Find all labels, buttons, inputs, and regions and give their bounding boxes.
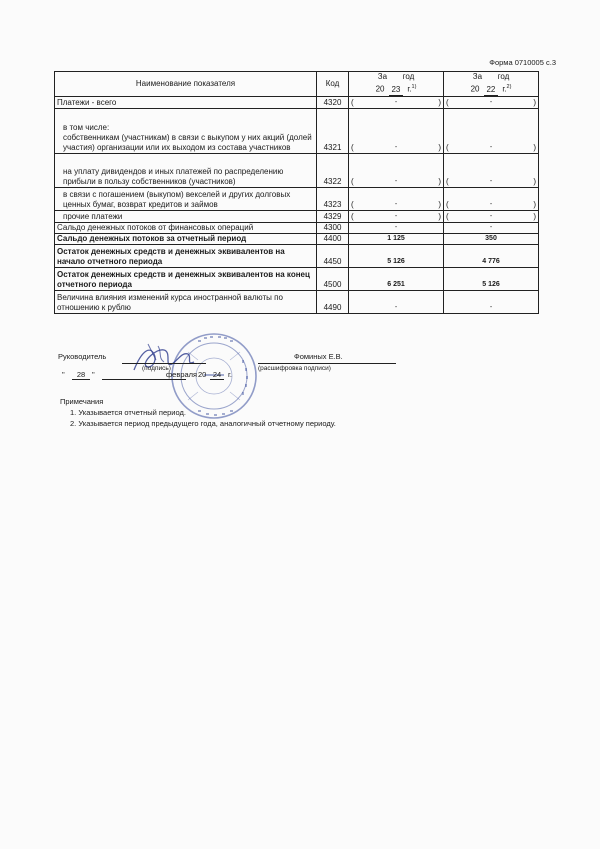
signature-line	[122, 363, 206, 364]
row-value-previous: ( - )	[444, 210, 539, 222]
row-value-previous: ( - )	[444, 153, 539, 187]
row-value-previous: -	[444, 290, 539, 313]
row-code: 4490	[317, 290, 349, 313]
row-value-previous: 350	[444, 233, 539, 244]
row-value-current: 5 126	[349, 244, 444, 267]
row-value-current: ( - )	[349, 210, 444, 222]
row-code: 4322	[317, 153, 349, 187]
date-year: 24	[210, 370, 224, 380]
form-code: Форма 0710005 с.3	[489, 58, 556, 67]
name-caption: (расшифровка подписи)	[258, 365, 331, 372]
date-day: 28	[72, 370, 90, 380]
row-value-current: 1 125	[349, 233, 444, 244]
header-previous-period: За год 20 22 г.$^{2)}$	[444, 72, 539, 97]
notes-title: Примечания	[60, 397, 104, 406]
notes	[60, 396, 336, 429]
row-code: 4500	[317, 267, 349, 290]
signer-name: Фоминых Е.В.	[294, 352, 343, 361]
row-code: 4400	[317, 233, 349, 244]
row-value-current: ( - )	[349, 187, 444, 210]
row-name: Платежи - всего	[55, 96, 317, 108]
row-name: Сальдо денежных потоков за отчетный период	[55, 233, 317, 244]
note-item: 1. Указывается отчетный период.	[70, 408, 186, 417]
row-value-previous: 4 776	[444, 244, 539, 267]
row-value-previous: -	[444, 222, 539, 233]
row-value-previous: ( - )	[444, 96, 539, 108]
row-code: 4329	[317, 210, 349, 222]
row-name: Величина влияния изменений курса иностранной валюты по отношению к рублю	[55, 290, 317, 313]
signature-caption: (подпись)	[142, 365, 171, 372]
signer-role: Руководитель	[58, 352, 107, 361]
date-month: февраля	[102, 370, 186, 380]
row-value-previous: ( - )	[444, 187, 539, 210]
row-value-previous: 5 126	[444, 267, 539, 290]
row-value-current: ( - )	[349, 153, 444, 187]
header-current-period: За год 20 23 г.$^{1)}$	[349, 72, 444, 97]
row-value-current: ( - )	[349, 96, 444, 108]
row-name: Остаток денежных средств и денежных эквивалентов на конец отчетного периода	[55, 267, 317, 290]
row-code: 4320	[317, 96, 349, 108]
row-value-previous: ( - )	[444, 108, 539, 153]
header-name: Наименование показателя	[55, 72, 317, 97]
signature-block: Руководитель Фоминых Е.В. (подпись) (расшифровка подписи) " 28 " февраля 20 24 г.	[0, 0, 600, 849]
row-code: 4450	[317, 244, 349, 267]
header-code: Код	[317, 72, 349, 97]
row-value-current: -	[349, 222, 444, 233]
row-name: в том числе: собственникам (участникам) в связи с выкупом у них акций (долей участия) организации или их выходом из состава участников	[55, 108, 317, 153]
name-line	[258, 363, 396, 364]
row-value-current: ( - )	[349, 108, 444, 153]
row-name: в связи с погашением (выкупом) векселей и других долговых ценных бумаг, возврат кредитов и займов	[55, 187, 317, 210]
row-value-current: 6 251	[349, 267, 444, 290]
row-code: 4321	[317, 108, 349, 153]
row-name: на уплату дивидендов и иных платежей по распределению прибыли в пользу собственников (участников)	[55, 153, 317, 187]
row-code: 4323	[317, 187, 349, 210]
row-name: Остаток денежных средств и денежных эквивалентов на начало отчетного периода	[55, 244, 317, 267]
note-item: 2. Указывается период предыдущего года, аналогичный отчетному периоду.	[70, 419, 336, 428]
row-name: прочие платежи	[55, 210, 317, 222]
row-code: 4300	[317, 222, 349, 233]
row-name: Сальдо денежных потоков от финансовых операций	[55, 222, 317, 233]
row-value-current: -	[349, 290, 444, 313]
